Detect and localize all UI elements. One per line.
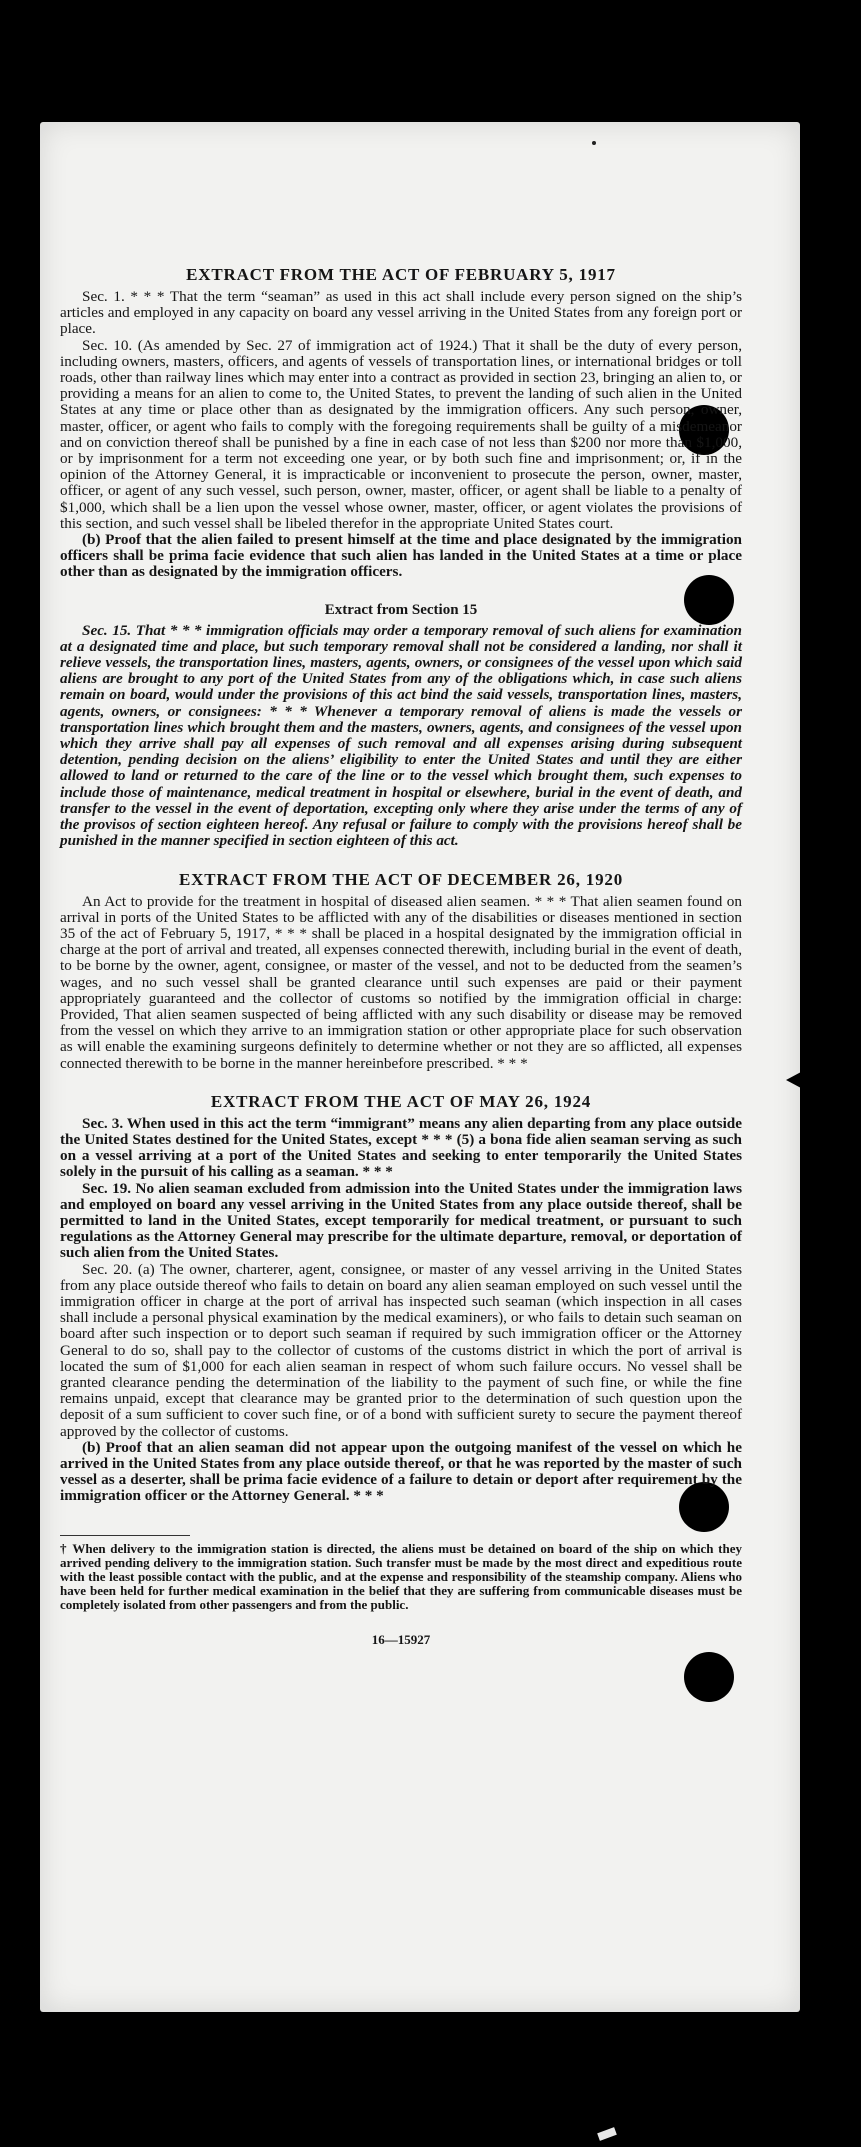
paragraph: An Act to provide for the treatment in hospital of diseased alien seamen. * * * That alien seamen found on arrival in ports of the United States to be afflicted with any of the disabilities or diseases mentioned in section 35 of the act of February 5, 1917, * * * shall be placed in a hospital designated by the immigration official in charge at the port of arrival and treated, all expenses connected therewith, including burial in the event of death, to be borne by the owner, agent, consignee, or master of the vessel, and not to be deducted from the seamen’s wages, and no such vessel shall be granted clearance until such expenses are paid or their payment appropriately guaranteed and the collector of customs so notified by the immigration official in charge: Provided, That alien seamen suspected of being afflicted with any such disability or disease may be removed from the vessel on which they arrive to an immigration station or other appropriate place for such observation as will enable the examining surgeons definitely to determine whether or not they are so afflicted, all expenses connected therewith to be borne in the manner hereinbefore prescribed. * * * xyxy=(60,892,742,1072)
section-heading: EXTRACT FROM THE ACT OF MAY 26, 1924 xyxy=(210,1091,592,1111)
section-heading: EXTRACT FROM THE ACT OF FEBRUARY 5, 1917 xyxy=(186,265,616,284)
paragraph: Sec. 10. (As amended by Sec. 27 of immigration act of 1924.) That it shall be the duty of every person, including owners, masters, officers, and agents of vessels of transportation lines, or international bridges or toll roads, other than railway lines which may enter into a contract as provided in section 23, bringing an alien to, or providing a means for an alien to come to, the United States, to prevent the landing of such alien in the United States at any time or place other than as designated by the immigration officers. Any such person, owner, master, officer, or agent who fails to comply with the foregoing requirements shall be guilty of a misdemeanor and on conviction thereof shall be punished by a fine in each case of not less than $200 nor more than $1,000, or by imprisonment for a term not exceeding one year, or by both such fine and imprisonment; or, if in the opinion of the Attorney General, it is impracticable or inconvenient to prosecute the person, owner, master, officer, or agent of any such vessel, such person, owner, master, officer, or agent shall be liable to a penalty of $1,000, which shall be a lien upon the vessel whose owner, master, officer, or agent violates the provisions of this section, and such vessel shall be libeled therefor in the appropriate United States court. xyxy=(60,336,742,532)
speck xyxy=(592,141,596,145)
page-number: 16—15927 xyxy=(371,1631,431,1647)
paragraph: Sec. 1. * * * That the term “seaman” as used in this act shall include every person signed on the ship’s articles and employed in any capacity on board any vessel arriving in the United States from any foreign port or place. xyxy=(60,288,742,338)
punch-hole xyxy=(684,1652,734,1702)
paragraph: (b) Proof that the alien failed to present himself at the time and place designated by the immigration officers shall be prima facie evidence that such alien has landed in the United States at a time or place other than as designated by the immigration officers. xyxy=(60,531,742,581)
section-heading: EXTRACT FROM THE ACT OF DECEMBER 26, 1920 xyxy=(179,869,623,889)
paragraph: Sec. 20. (a) The owner, charterer, agent, consignee, or master of any vessel arriving in the United States from any place outside thereof who fails to detain on board any alien seaman employed on such vessel until the immigration officer in charge at the port of arrival has inspected such seaman (which inspection in all cases shall include a personal physical examination by the medical examiners), or who fails to detain such seaman on board after such inspection or to deport such seaman if required by such immigration officer or the Attorney General to do so, shall pay to the collector of customs of the customs district in which the port of arrival is located the sum of $1,000 for each alien seaman in respect of whom such failure occurs. No vessel shall be granted clearance pending the determination of the liability to the payment of such fine, or while the fine remains unpaid, except that clearance may be granted prior to the determination of such question upon the deposit of a sum sufficient to cover such fine, or of a bond with sufficient surety to secure the payment thereof approved by the collector of customs. xyxy=(60,1260,742,1440)
section-heading: Extract from Section 15 xyxy=(324,601,478,618)
footnote: † When delivery to the immigration station is directed, the aliens must be detained on board of the ship on which they arrived pending delivery to the immigration station. Such transfer must be made by the most direct and expeditious route with the least possible contact with the public, and at the expense and responsibility of the steamship company. Aliens who have been held for further medical examination in the belief that they are suffering from communicable diseases must be completely isolated from other passengers and from the public. xyxy=(60,1540,742,1612)
paragraph: Sec. 15. That * * * immigration officials may order a temporary removal of such aliens for examination at a designated time and place, but such temporary removal shall not be considered a landing, nor shall it relieve vessels, the transportation lines, masters, agents, owners, or consignees of the vessel upon which said aliens are brought to any port of the United States from any of the obligations which, in case such aliens remain on board, would under the provisions of this act bind the said vessels, transportation lines, masters, agents, owners, or consignees: * * * Whenever a temporary removal of aliens is made the vessels or transportation lines which brought them and the masters, owners, agents, and consignees of the vessel upon which they arrive shall pay all expenses of such removal and all expenses arising during subsequent detention, pending decision on the aliens’ eligibility to enter the United States and until they are either allowed to land or returned to the care of the line or to the vessel which brought them, such expenses to include those of maintenance, medical treatment in hospital or elsewhere, burial in the event of death, and transfer to the vessel in the event of deportation, excepting only where they arise under the terms of any of the provisos of section eighteen hereof. Any refusal or failure to comply with the provisions hereof shall be punished in the manner specified in section eighteen of this act. xyxy=(60,621,742,850)
paragraph: Sec. 19. No alien seaman excluded from admission into the United States under the immigration laws and employed on board any vessel arriving in the United States from any place outside thereof, shall be permitted to land in the United States, except temporarily for medical treatment, or pursuant to such regulations as the Attorney General may prescribe for the ultimate departure, removal, or deportation of such alien from the United States. xyxy=(60,1179,742,1262)
torn-edge xyxy=(786,1040,861,1120)
paragraph: (b) Proof that an alien seaman did not appear upon the outgoing manifest of the vessel on which he arrived in the United States from any place outside thereof, or that he was reported by the master of such vessel as a deserter, shall be prima facie evidence of a failure to detain or deport after requirement by the immigration officer or the Attorney General. * * * xyxy=(60,1438,742,1505)
paragraph: Sec. 3. When used in this act the term “immigrant” means any alien departing from any place outside the United States destined for the United States, except * * * (5) a bona fide alien seaman serving as such on a vessel arriving at a port of the United States and seeking to enter temporarily the United States solely in the pursuit of his calling as a seaman. * * * xyxy=(60,1114,742,1181)
document-body xyxy=(60,265,742,1648)
footnote-rule xyxy=(60,1535,190,1536)
scan-mark xyxy=(597,2127,617,2141)
